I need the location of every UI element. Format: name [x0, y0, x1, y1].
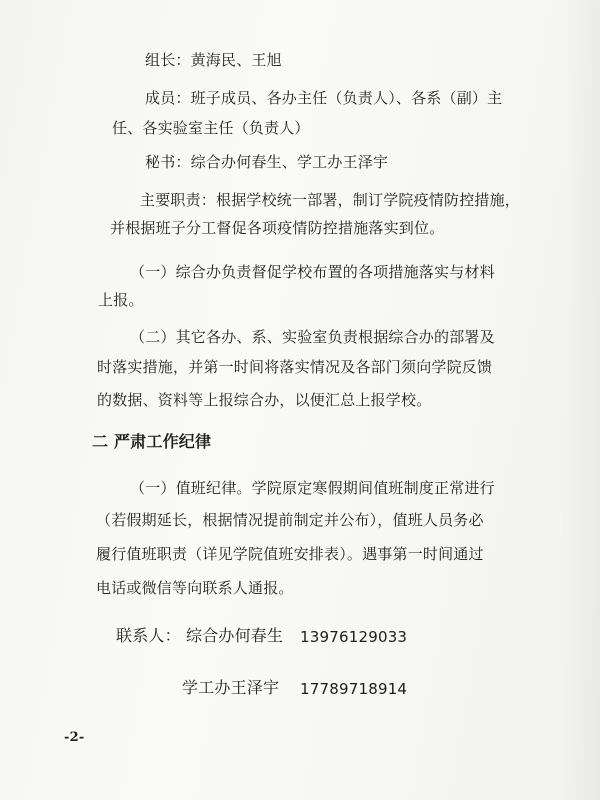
contacts-label: 联系人： — [116, 626, 181, 645]
members-line-2: 任、各实验室主任（负责人） — [112, 119, 310, 137]
item-1-line-1: （一）综合办负责督促学校布置的各项措施落实与材料 — [130, 263, 495, 281]
team-leader-line: 组长：黄海民、王旭 — [145, 51, 282, 69]
duties-line-2: 并根据班子分工督促各项疫情防控措施落实到位。 — [110, 219, 445, 237]
duty-line-3: 履行值班职责（详见学院值班安排表）。遇事第一时间通过 — [96, 545, 484, 563]
contact-phone-1: 13976129033 — [300, 628, 408, 646]
contact-name-2: 学工办王泽宇 — [182, 678, 280, 697]
duties-line-1: 主要职责：根据学校统一部署，制订学院疫情防控措施， — [140, 191, 521, 209]
duty-line-1: （一）值班纪律。学院原定寒假期间值班制度正常进行 — [130, 479, 495, 497]
item-2-line-2: 时落实措施，并第一时间将落实情况及各部门须向学院反馈 — [97, 358, 493, 376]
item-2-line-3: 的数据、资料等上报综合办，以便汇总上报学校。 — [97, 391, 432, 409]
item-1-line-2: 上报。 — [98, 291, 144, 309]
duty-line-4: 电话或微信等向联系人通报。 — [96, 579, 294, 597]
item-2-line-1: （二）其它各办、系、实验室负责根据综合办的部署及 — [130, 328, 495, 346]
members-line-1: 成员：班子成员、各办主任（负责人）、各系（副）主 — [145, 89, 503, 107]
contact-phone-2: 17789718914 — [300, 680, 408, 698]
duty-line-2: （若假期延长，根据情况提前制定并公布），值班人员务必 — [96, 511, 484, 529]
page-number: -2- — [64, 730, 85, 745]
contact-name-1: 综合办何春生 — [186, 626, 284, 645]
section-heading: 二 严肃工作纪律 — [92, 432, 212, 451]
secretary-line: 秘书：综合办何春生、学工办王泽宇 — [145, 153, 389, 171]
